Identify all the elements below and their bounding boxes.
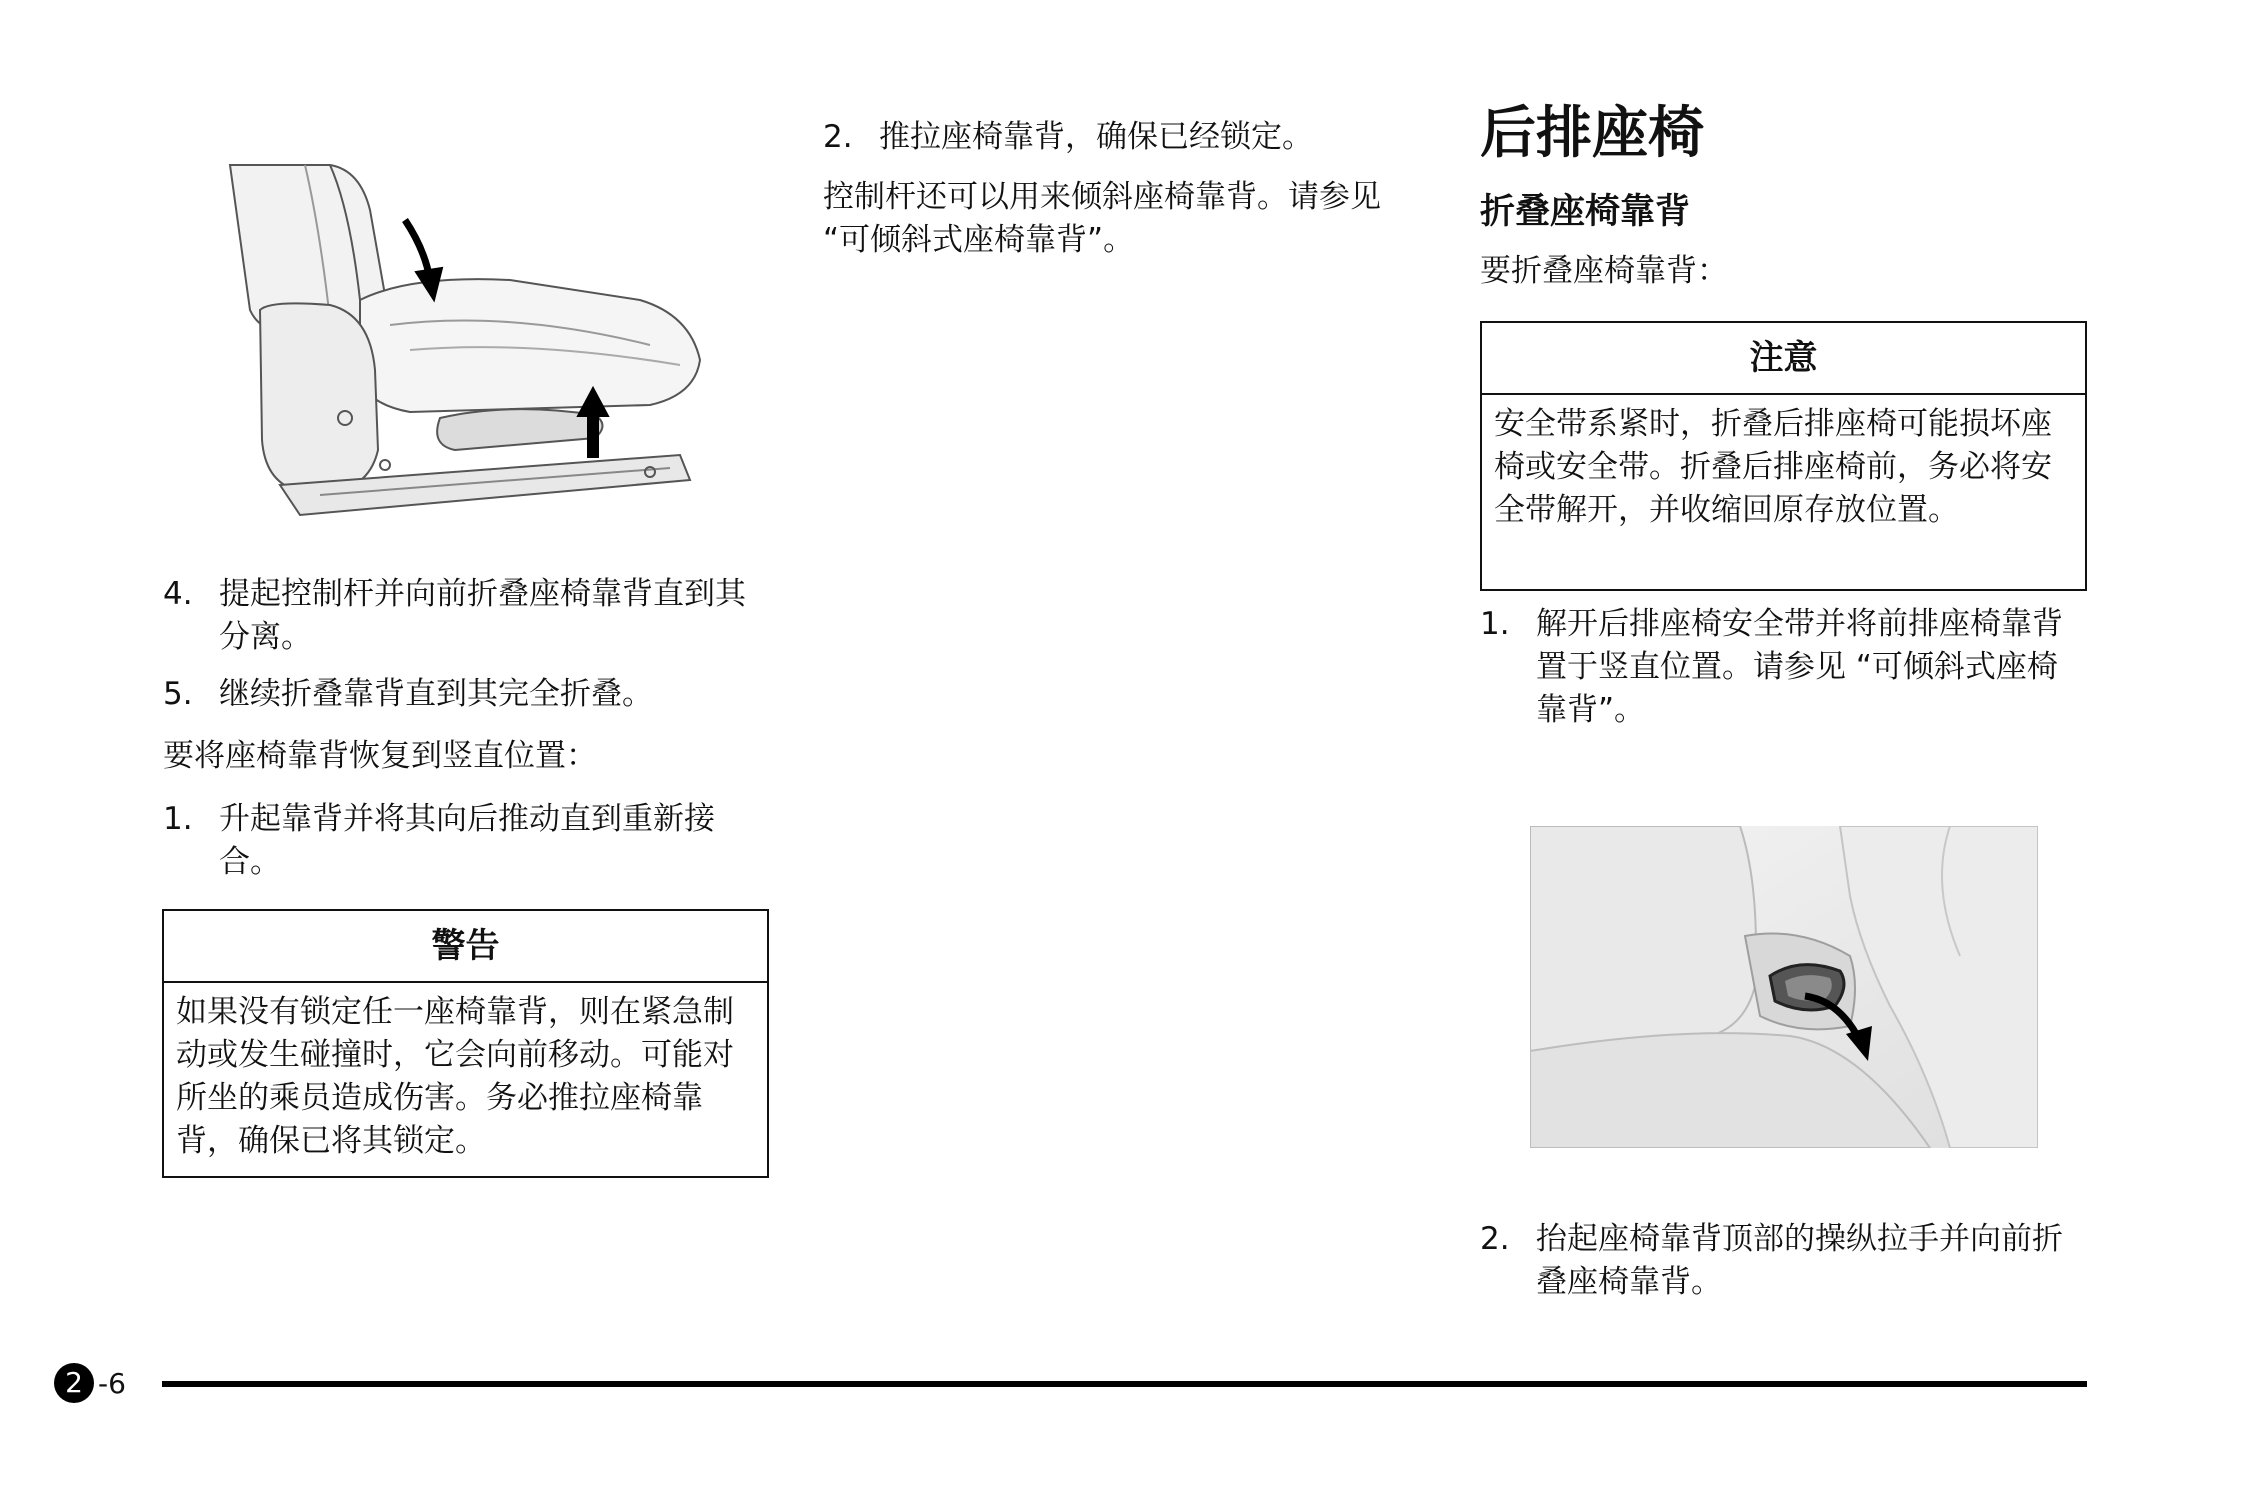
warning-text: 如果没有锁定任一座椅靠背，则在紧急制动或发生碰撞时，它会向前移动。可能对所坐的乘员造成伤害。务必推拉座椅靠背，确保已将其锁定。 xyxy=(176,994,734,1159)
seat-illustration xyxy=(210,150,720,530)
warning-title: 警告 xyxy=(164,911,767,983)
step-text: 解开后排座椅安全带并将前排座椅靠背置于竖直位置。请参见 “可倾斜式座椅靠背”。 xyxy=(1536,606,2063,728)
caution-box xyxy=(1480,321,2087,591)
step-number: 1. xyxy=(1480,606,1510,642)
step-text: 升起靠背并将其向后推动直到重新接合。 xyxy=(219,801,715,880)
step-text: 抬起座椅靠背顶部的操纵拉手并向前折叠座椅靠背。 xyxy=(1536,1221,2063,1300)
section-title: 后排座椅 xyxy=(1480,101,1704,166)
step-number: 2. xyxy=(823,119,853,155)
step-text: 继续折叠靠背直到其完全折叠。 xyxy=(219,676,653,712)
caution-text: 安全带系紧时，折叠后排座椅可能损坏座椅或安全带。折叠后排座椅前，务必将安全带解开，并收缩回原存放位置。 xyxy=(1494,406,2052,528)
step-number: 2. xyxy=(1480,1221,1510,1257)
page-number: -6 xyxy=(98,1367,126,1400)
chapter-badge: 2 xyxy=(54,1363,94,1403)
step-number: 5. xyxy=(163,676,193,712)
step-number: 1. xyxy=(163,801,193,837)
tilt-paragraph: 控制杆还可以用来倾斜座椅靠背。请参见 “可倾斜式座椅靠背”。 xyxy=(823,179,1381,258)
rear-seat-handle-illustration xyxy=(1530,826,2038,1148)
step-text: 提起控制杆并向前折叠座椅靠背直到其分离。 xyxy=(219,576,746,655)
step-number: 4. xyxy=(163,576,193,612)
fold-intro: 要折叠座椅靠背： xyxy=(1480,253,1728,289)
subsection-title: 折叠座椅靠背 xyxy=(1480,192,1691,232)
warning-box xyxy=(162,909,769,1178)
restore-intro: 要将座椅靠背恢复到竖直位置： xyxy=(163,738,597,774)
footer-rule xyxy=(162,1381,2087,1387)
caution-title: 注意 xyxy=(1482,323,2085,395)
step-text: 推拉座椅靠背，确保已经锁定。 xyxy=(879,119,1313,155)
